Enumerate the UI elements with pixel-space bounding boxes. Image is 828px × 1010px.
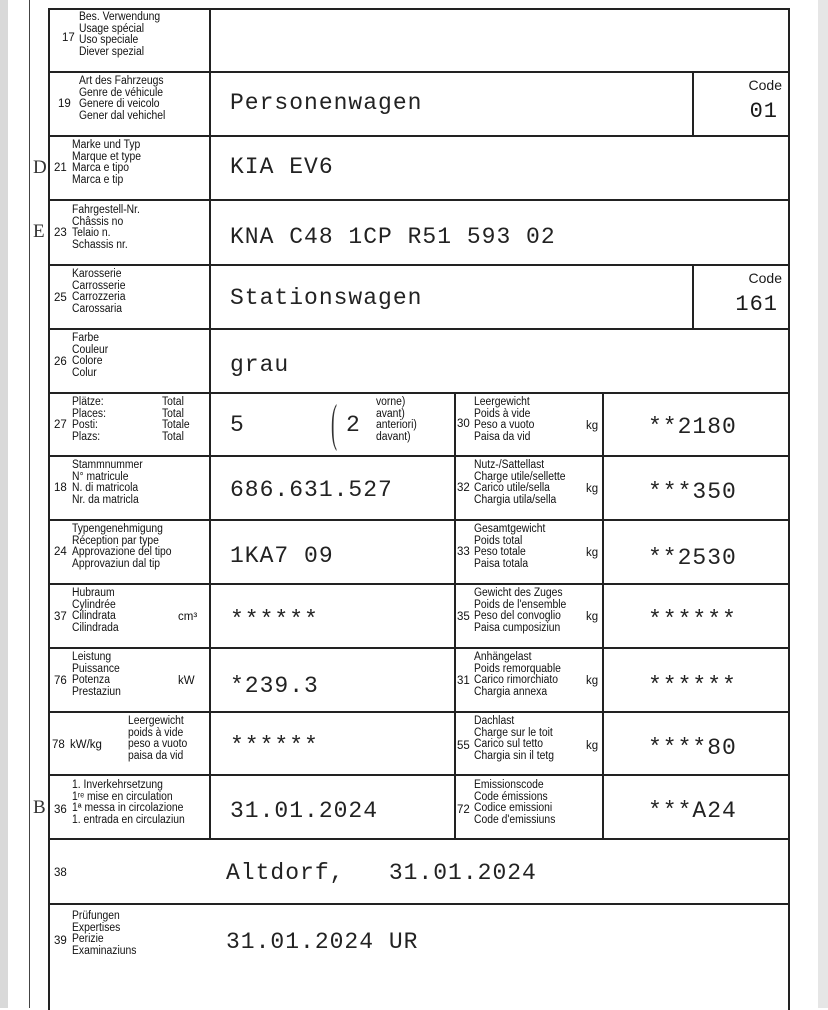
unit-label: kg xyxy=(586,740,599,752)
divider xyxy=(209,521,211,583)
field-number: 76 xyxy=(54,675,67,687)
unit-label: kg xyxy=(586,420,599,432)
field-number: 27 xyxy=(54,419,67,431)
chassis-number-value: KNA C48 1CP R51 593 02 xyxy=(230,224,556,250)
field-number: 78 xyxy=(52,739,65,751)
row-36-first-registration xyxy=(50,776,788,840)
total-labels: Total Total Totale Total xyxy=(162,396,190,443)
row-24-type-approval xyxy=(50,521,788,585)
divider xyxy=(602,776,604,838)
vehicle-type-value: Personenwagen xyxy=(230,90,423,116)
divider xyxy=(209,585,211,647)
field-labels: Karosserie Carrosserie Carrozzeria Carossaria xyxy=(72,268,126,315)
row-76-power xyxy=(50,649,788,713)
code-value: 01 xyxy=(749,99,778,124)
row-38-place-date xyxy=(50,840,788,905)
brace-glyph: ( xyxy=(331,395,338,452)
divider xyxy=(454,713,456,774)
divider xyxy=(209,457,211,519)
code-value: 161 xyxy=(735,292,778,317)
divider xyxy=(454,394,456,455)
divider xyxy=(454,585,456,647)
field-labels: Prüfungen Expertises Perizie Examinaziuns xyxy=(72,910,137,957)
front-seats-labels: vorne) avant) anteriori) davant) xyxy=(376,396,417,443)
code-box xyxy=(692,266,788,328)
train-weight-value: ****** xyxy=(648,607,737,633)
field-labels: Nutz-/Sattellast Charge utile/sellette Carico utile/sella Chargia utila/sella xyxy=(474,459,566,506)
empty-weight-value: **2180 xyxy=(648,414,737,440)
field-number: 25 xyxy=(54,292,67,304)
unit-label: kg xyxy=(586,547,599,559)
divider xyxy=(209,330,211,392)
field-number: 55 xyxy=(457,740,470,752)
divider xyxy=(209,73,211,135)
divider xyxy=(602,649,604,711)
base-number-value: 686.631.527 xyxy=(230,477,393,503)
field-number: 17 xyxy=(62,32,75,44)
code-box xyxy=(692,73,788,135)
row-23-chassis-number xyxy=(50,201,788,266)
field-number: 72 xyxy=(457,804,470,816)
place-date-value: Altdorf, 31.01.2024 xyxy=(226,860,537,886)
emissions-code-value: ***A24 xyxy=(648,798,737,824)
field-labels: Dachlast Charge sur le toit Carico sul tetto Chargia sin il tetg xyxy=(474,715,554,762)
scan-edge-left xyxy=(0,0,8,1008)
total-weight-value: **2530 xyxy=(648,545,737,571)
field-labels: Bes. Verwendung Usage spécial Uso speciale Diever spezial xyxy=(79,11,161,58)
divider xyxy=(602,585,604,647)
section-marker-d: D xyxy=(33,157,47,178)
row-39-inspections xyxy=(50,905,788,1010)
row-21-make-model xyxy=(50,137,788,201)
field-number: 35 xyxy=(457,611,470,623)
row-17-special-use xyxy=(50,10,788,73)
unit-label: cm³ xyxy=(178,611,198,623)
field-number: 18 xyxy=(54,482,67,494)
row-27-seats xyxy=(50,394,788,457)
code-label: Code xyxy=(748,77,782,93)
field-labels: Fahrgestell-Nr. Châssis no Telaio n. Schassis nr. xyxy=(72,204,140,251)
first-registration-value: 31.01.2024 xyxy=(230,798,379,824)
seats-total-value: 5 xyxy=(230,412,245,438)
divider xyxy=(454,457,456,519)
row-37-displacement xyxy=(50,585,788,649)
divider xyxy=(602,457,604,519)
divider xyxy=(209,776,211,838)
row-19-vehicle-type xyxy=(50,73,788,137)
field-number: 24 xyxy=(54,546,67,558)
unit-label: kW xyxy=(178,675,195,687)
field-labels: Farbe Couleur Colore Colur xyxy=(72,332,109,379)
field-number: 21 xyxy=(54,162,67,174)
field-number: 30 xyxy=(457,418,470,430)
make-model-value: KIA EV6 xyxy=(230,154,334,180)
field-number: 33 xyxy=(457,546,470,558)
field-labels: 1. Inverkehrsetzung 1ʳᵉ mise en circulation 1ª messa in circolazione 1. entrada en circulaziun xyxy=(72,779,185,826)
unit-label: kg xyxy=(586,611,599,623)
unit-label: kg xyxy=(586,483,599,495)
unit-label: kg xyxy=(586,675,599,687)
divider xyxy=(454,776,456,838)
field-number: 26 xyxy=(54,356,67,368)
field-labels: Leistung Puissance Potenza Prestaziun xyxy=(72,651,121,698)
field-number: 36 xyxy=(54,804,67,816)
displacement-value: ****** xyxy=(230,607,319,633)
power-to-weight-value: ****** xyxy=(230,733,319,759)
scan-edge-right xyxy=(818,0,828,1008)
code-label: Code xyxy=(748,270,782,286)
row-78-power-to-weight xyxy=(50,713,788,776)
section-marker-e: E xyxy=(33,221,45,242)
field-labels: Gesamtgewicht Poids total Peso totale Paisa totala xyxy=(474,523,546,570)
field-labels: Marke und Typ Marque et type Marca e tipo Marca e tip xyxy=(72,139,142,186)
field-labels: Anhängelast Poids remorquable Carico rimorchiato Chargia annexa xyxy=(474,651,561,698)
section-marker-b: B xyxy=(33,797,46,818)
field-labels: Stammnummer N° matricule N. di matricola Nr. da matricla xyxy=(72,459,143,506)
field-labels: Leergewicht poids à vide peso a vuoto paisa da vid xyxy=(128,715,188,762)
color-value: grau xyxy=(230,352,290,378)
field-number: 37 xyxy=(54,611,67,623)
divider xyxy=(602,713,604,774)
field-labels: Leergewicht Poids à vide Peso a vuoto Paisa da vid xyxy=(474,396,535,443)
divider xyxy=(209,201,211,264)
field-labels: Hubraum Cylindrée Cilindrata Cilindrada xyxy=(72,587,119,634)
front-seats-value: 2 xyxy=(346,412,361,438)
divider xyxy=(454,521,456,583)
divider xyxy=(209,713,211,774)
field-number: 32 xyxy=(457,482,470,494)
divider xyxy=(209,394,211,455)
field-labels: Emissionscode Code émissions Codice emissioni Code d'emissiuns xyxy=(474,779,556,826)
divider xyxy=(602,521,604,583)
vehicle-registration-form xyxy=(48,8,790,1010)
roof-load-value: ****80 xyxy=(648,735,737,761)
field-labels: Plätze: Places: Posti: Plazs: xyxy=(72,396,106,443)
divider xyxy=(454,649,456,711)
field-number: 31 xyxy=(457,675,470,687)
divider xyxy=(209,10,211,71)
divider xyxy=(209,137,211,199)
row-25-body-type xyxy=(50,266,788,330)
field-number: 38 xyxy=(54,867,67,879)
row-18-base-number xyxy=(50,457,788,521)
divider xyxy=(209,649,211,711)
divider xyxy=(209,266,211,328)
power-value: *239.3 xyxy=(230,673,319,699)
margin-rule xyxy=(29,0,30,1008)
divider xyxy=(602,394,604,455)
payload-value: ***350 xyxy=(648,479,737,505)
field-number: 19 xyxy=(58,98,71,110)
field-labels: Gewicht des Zuges Poids de l'ensemble Peso del convoglio Paisa cumposiziun xyxy=(474,587,567,634)
type-approval-value: 1KA7 09 xyxy=(230,543,334,569)
field-labels: Typengenehmigung Réception par type Approvazione del tipo Approvaziun dal tip xyxy=(72,523,172,570)
body-type-value: Stationswagen xyxy=(230,285,423,311)
field-number: 23 xyxy=(54,227,67,239)
field-labels: Art des Fahrzeugs Genre de véhicule Genere di veicolo Gener dal vehichel xyxy=(79,75,166,122)
field-number: 39 xyxy=(54,935,67,947)
unit-prefix: kW/kg xyxy=(70,739,102,751)
inspections-value: 31.01.2024 UR xyxy=(226,929,419,955)
trailer-load-value: ****** xyxy=(648,673,737,699)
row-26-color xyxy=(50,330,788,394)
